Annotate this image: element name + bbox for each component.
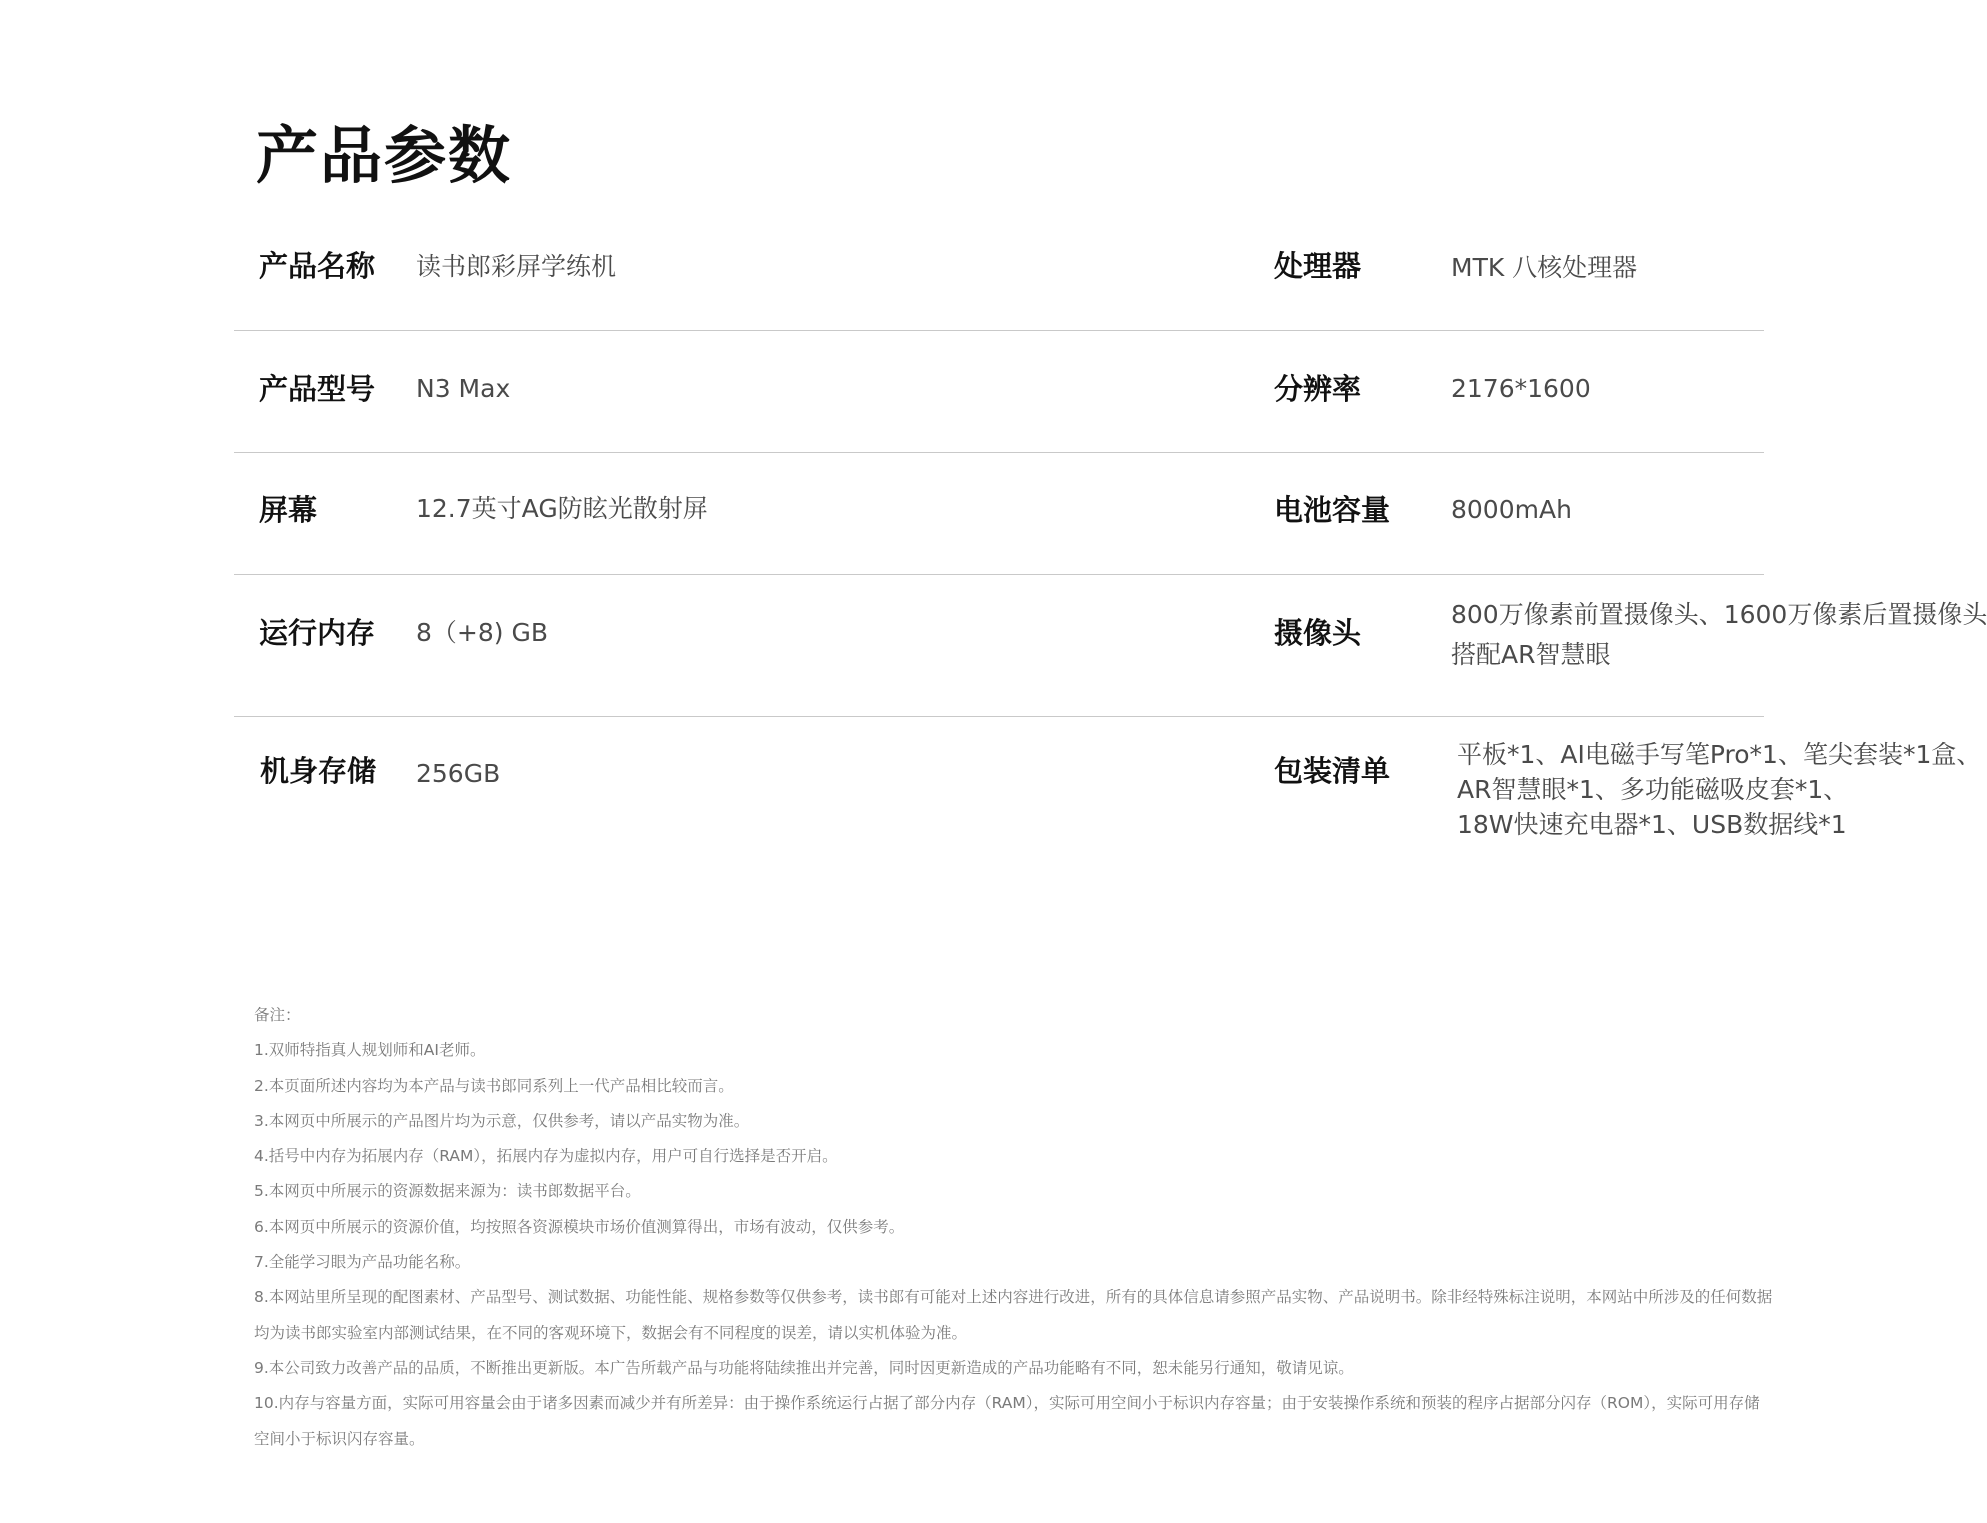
spec-value-line: 800万像素前置摄像头、1600万像素后置摄像头 — [1451, 600, 1987, 629]
spec-row — [234, 717, 1982, 867]
spec-label-processor: 处理器 — [1274, 249, 1362, 283]
note-item: 3.本网页中所展示的产品图片均为示意，仅供参考，请以产品实物为准。 — [254, 1111, 750, 1130]
spec-label-resolution: 分辨率 — [1274, 372, 1362, 406]
spec-value-storage: 256GB — [416, 759, 501, 788]
spec-value-line: 平板*1、AI电磁手写笔Pro*1、笔尖套装*1盒、 — [1457, 740, 1982, 769]
footnotes — [254, 998, 1774, 1457]
note-item: 9.本公司致力改善产品的品质，不断推出更新版。本广告所载产品与功能将陆续推出并完善，同时因更新造成的产品功能略有不同，恕未能另行通知，敬请见谅。 — [254, 1358, 1354, 1377]
spec-value-product-name: 读书郎彩屏学练机 — [416, 252, 617, 281]
spec-label-package: 包装清单 — [1274, 754, 1391, 788]
spec-value-camera — [1451, 595, 1987, 675]
spec-value-line: 18W快速充电器*1、USB数据线*1 — [1457, 810, 1847, 839]
note-item: 2.本页面所述内容均为本产品与读书郎同系列上一代产品相比较而言。 — [254, 1076, 734, 1095]
spec-value-screen: 12.7英寸AG防眩光散射屏 — [416, 494, 708, 523]
note-item: 10.内存与容量方面，实际可用容量会由于诸多因素而减少并有所差异：由于操作系统运行占据了部分内存（RAM），实际可用空间小于标识内存容量；由于安装操作系统和预装的程序占据部分闪存（ROM），实际可用存储空间小于标识闪存容量。 — [254, 1394, 1760, 1448]
spec-row — [234, 575, 1987, 717]
note-item: 7.全能学习眼为产品功能名称。 — [254, 1253, 471, 1272]
specs-table — [234, 215, 1987, 867]
spec-value-battery: 8000mAh — [1451, 495, 1572, 524]
spec-row — [234, 215, 1764, 331]
spec-value-resolution: 2176*1600 — [1451, 374, 1591, 403]
spec-label-screen: 屏幕 — [259, 493, 318, 527]
note-item: 6.本网页中所展示的资源价值，均按照各资源模块市场价值测算得出，市场有波动，仅供参考。 — [254, 1217, 905, 1236]
spec-value-line: AR智慧眼*1、多功能磁吸皮套*1、 — [1457, 775, 1849, 804]
spec-label-battery: 电池容量 — [1274, 493, 1391, 527]
note-item: 4.括号中内存为拓展内存（RAM），拓展内存为虚拟内存，用户可自行选择是否开启。 — [254, 1147, 838, 1166]
spec-value-processor: MTK 八核处理器 — [1451, 253, 1638, 282]
spec-label-product-name: 产品名称 — [259, 249, 376, 283]
notes-heading: 备注： — [254, 1006, 301, 1024]
spec-label-model: 产品型号 — [259, 372, 376, 406]
spec-value-package — [1457, 737, 1981, 842]
spec-value-line: 搭配AR智慧眼 — [1451, 640, 1611, 669]
spec-label-camera: 摄像头 — [1274, 616, 1362, 650]
spec-label-storage: 机身存储 — [260, 754, 377, 788]
note-item: 5.本网页中所展示的资源数据来源为：读书郎数据平台。 — [254, 1182, 641, 1201]
spec-label-ram: 运行内存 — [259, 616, 376, 650]
spec-value-model: N3 Max — [416, 374, 511, 403]
note-item: 8.本网站里所呈现的配图素材、产品型号、测试数据、功能性能、规格参数等仅供参考，读书郎有可能对上述内容进行改进，所有的具体信息请参照产品实物、产品说明书。除非经特殊标注说明，本网站中所涉及的任何数据均为读书郎实验室内部测试结果，在不同的客观环境下，数据会有不同程度的误差，请以实机体验为准。 — [254, 1288, 1773, 1342]
spec-row — [234, 331, 1764, 453]
spec-value-ram: 8（+8) GB — [416, 618, 548, 647]
spec-row — [234, 453, 1764, 575]
page-title: 产品参数 — [256, 119, 513, 192]
note-item: 1.双师特指真人规划师和AI老师。 — [254, 1041, 486, 1060]
